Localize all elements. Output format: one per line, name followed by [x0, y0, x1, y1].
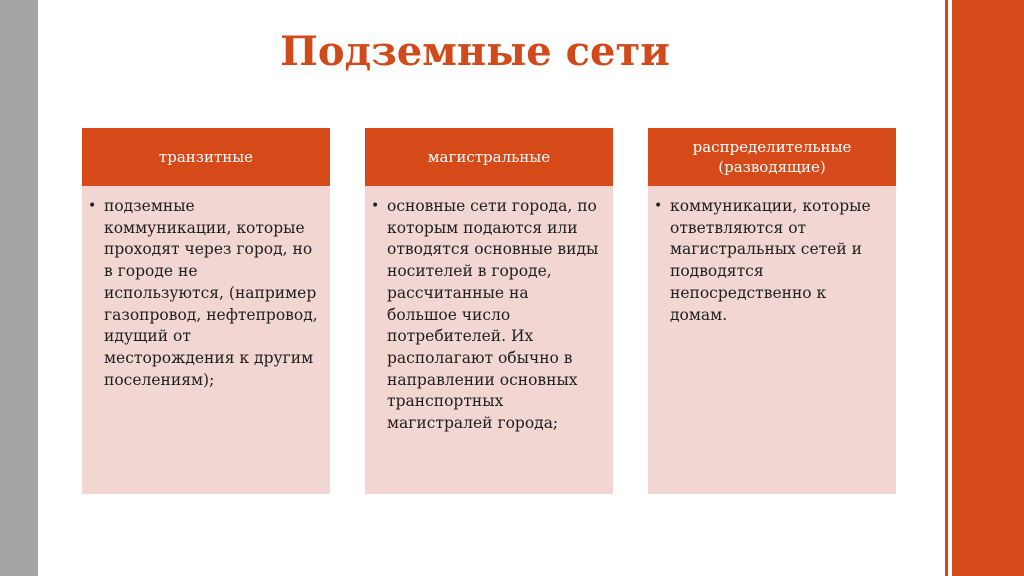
card-header: распределительные (разводящие) — [648, 128, 896, 186]
right-decorative-bar — [952, 0, 1024, 576]
card-header: магистральные — [365, 128, 613, 186]
left-decorative-bar — [0, 0, 38, 576]
right-thin-stripe — [945, 0, 948, 576]
card-body — [365, 186, 613, 494]
bullet-icon: • — [371, 198, 380, 214]
slide-title: Подземные сети — [280, 28, 670, 75]
list-item — [88, 196, 320, 391]
list-item — [371, 196, 603, 435]
card-header: транзитные — [82, 128, 330, 186]
card-main — [365, 128, 613, 494]
list-item-text: подземные коммуникации, которые проходят через город, но в городе не используются, (например газопровод, нефтепровод, идущий от месторождения к другим поселениям); — [104, 197, 318, 389]
card-transit — [82, 128, 330, 494]
card-body — [82, 186, 330, 494]
bullet-icon: • — [88, 198, 97, 214]
card-distribution — [648, 128, 896, 494]
card-body — [648, 186, 896, 494]
list-item-text: основные сети города, по которым подаются или отводятся основные виды носителей в городе, рассчитанные на большое число потребителей. Их располагают обычно в направлении основных транспортных магистралей города; — [387, 197, 599, 433]
list-item-text: коммуникации, которые ответвляются от магистральных сетей и подводятся непосредственно к домам. — [670, 197, 871, 324]
list-item — [654, 196, 886, 326]
bullet-icon: • — [654, 198, 663, 214]
